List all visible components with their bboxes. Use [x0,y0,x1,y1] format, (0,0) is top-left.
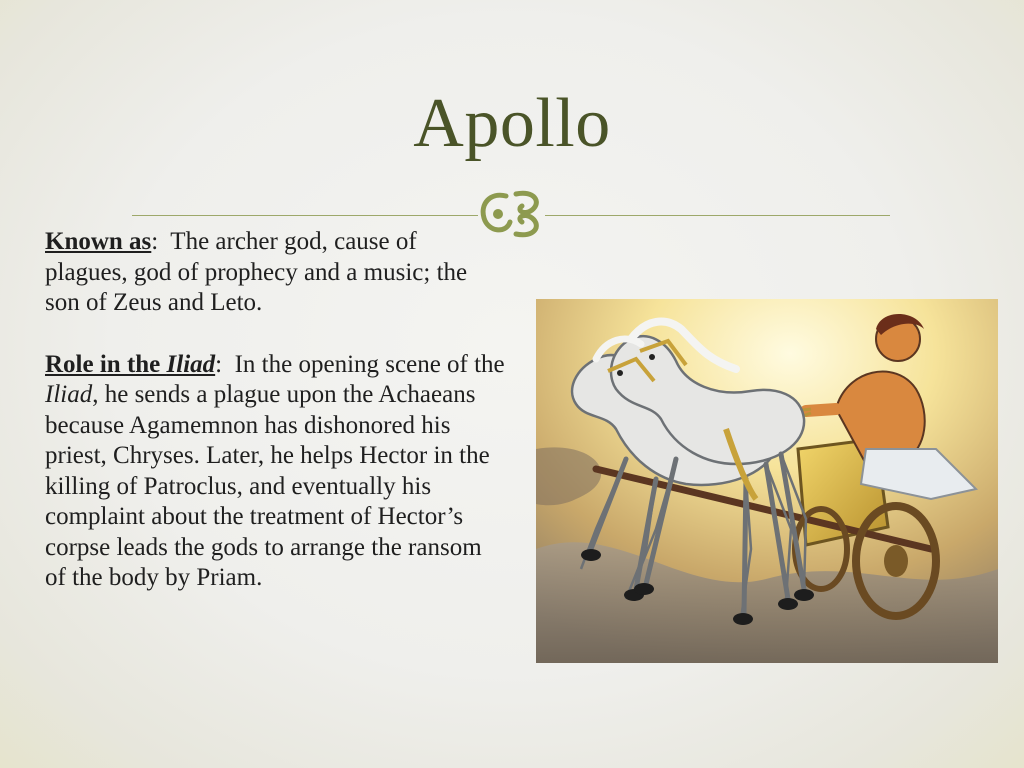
apollo-chariot-illustration [536,299,998,663]
role-label [45,351,215,378]
title-divider-right [545,215,890,216]
role-separator: : [215,350,223,378]
known-as-label: Known as [45,228,152,255]
role-text-italic: Iliad [45,381,93,408]
role-paragraph [45,350,511,594]
role-label-prefix: Role in the [45,350,167,378]
known-as-separator: : [151,228,159,255]
title-divider-left [132,215,478,216]
role-text-2: , he sends a plague upon the Achaeans because Agamemnon has dishonored his priest, Chryses. Later, he helps Hector in the killing of Patroclus, and eventually his complaint about the treatment of Hector’s corpse leads the gods to arrange the ransom of the body by Priam. [45,381,490,591]
role-label-italic: Iliad [166,350,216,378]
known-as-paragraph [45,227,505,319]
slide-title: Apollo [413,85,611,162]
known-as-text: The archer god, cause of plagues, god of prophecy and a music; the son of Zeus and Leto. [45,228,474,316]
role-text-1: In the opening scene of the [222,350,511,378]
body-text [45,227,511,594]
